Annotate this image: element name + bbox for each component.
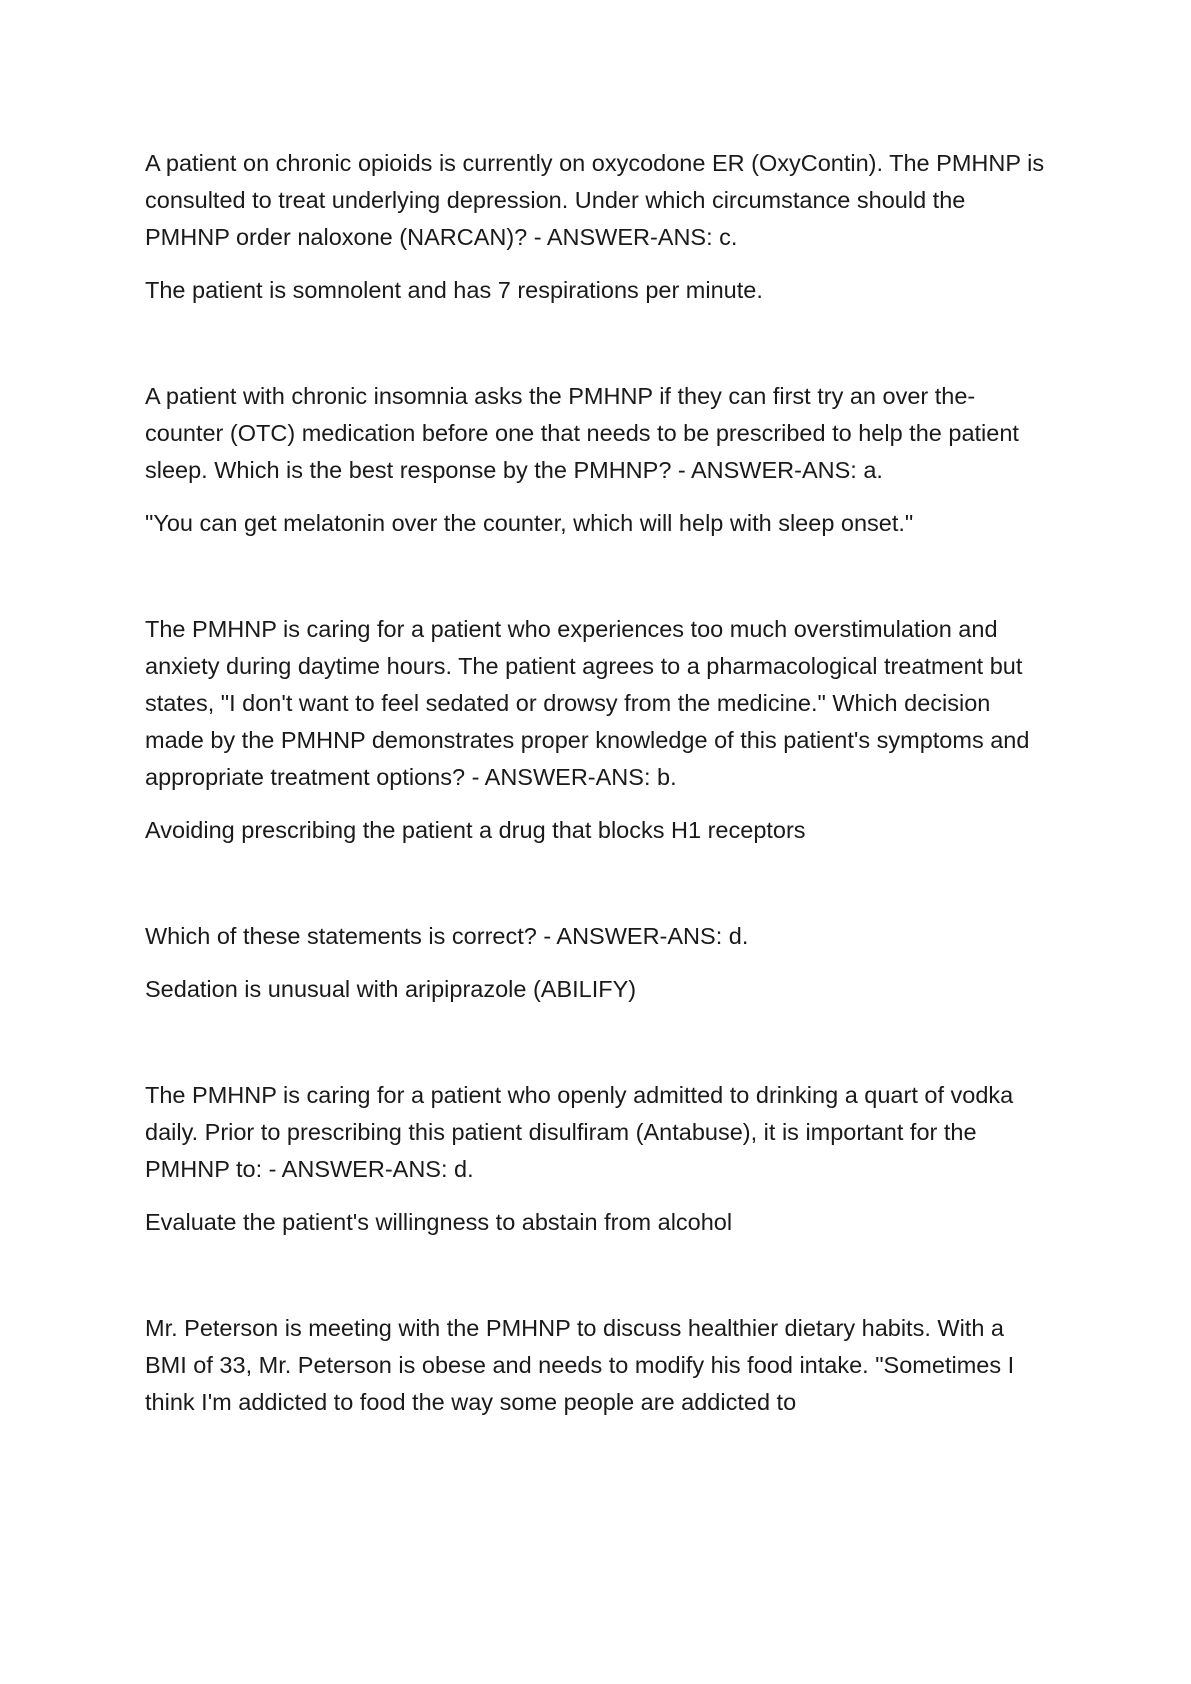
qa-item xyxy=(145,611,1050,849)
answer-text: The patient is somnolent and has 7 respirations per minute. xyxy=(145,277,763,303)
question-text: A patient with chronic insomnia asks the PMHNP if they can first try an over the-counter (OTC) medication before one that needs to be prescribed to help the patient sleep. Which is the best response by the PMHNP? - ANSWER-ANS: a. xyxy=(145,383,1019,483)
answer-text: "You can get melatonin over the counter, which will help with sleep onset." xyxy=(145,510,914,536)
question-text: Mr. Peterson is meeting with the PMHNP to discuss healthier dietary habits. With a BMI of 33, Mr. Peterson is obese and needs to modify his food intake. "Sometimes I think I'm addicted to food the way some people are addicted to xyxy=(145,1315,1015,1415)
answer-text: Sedation is unusual with aripiprazole (ABILIFY) xyxy=(145,976,637,1002)
qa-item xyxy=(145,378,1050,542)
question-text: The PMHNP is caring for a patient who experiences too much overstimulation and anxiety during daytime hours. The patient agrees to a pharmacological treatment but states, "I don't want to feel sedated or drowsy from the medicine." Which decision made by the PMHNP demonstrates proper knowledge of this patient's symptoms and appropriate treatment options? - ANSWER-ANS: b. xyxy=(145,616,1030,790)
qa-item xyxy=(145,1077,1050,1241)
document-body xyxy=(145,145,1050,1490)
question-text: A patient on chronic opioids is currently on oxycodone ER (OxyContin). The PMHNP is consulted to treat underlying depression. Under which circumstance should the PMHNP order naloxone (NARCAN)? - ANSWER-ANS: c. xyxy=(145,150,1045,250)
question-text: Which of these statements is correct? - ANSWER-ANS: d. xyxy=(145,923,749,949)
qa-item xyxy=(145,1310,1050,1421)
qa-item xyxy=(145,918,1050,1008)
question-text: The PMHNP is caring for a patient who openly admitted to drinking a quart of vodka daily. Prior to prescribing this patient disulfiram (Antabuse), it is important for the PMHNP to: - ANSWER-ANS: d. xyxy=(145,1082,1014,1182)
answer-text: Avoiding prescribing the patient a drug that blocks H1 receptors xyxy=(145,817,806,843)
qa-item xyxy=(145,145,1050,309)
answer-text: Evaluate the patient's willingness to abstain from alcohol xyxy=(145,1209,733,1235)
